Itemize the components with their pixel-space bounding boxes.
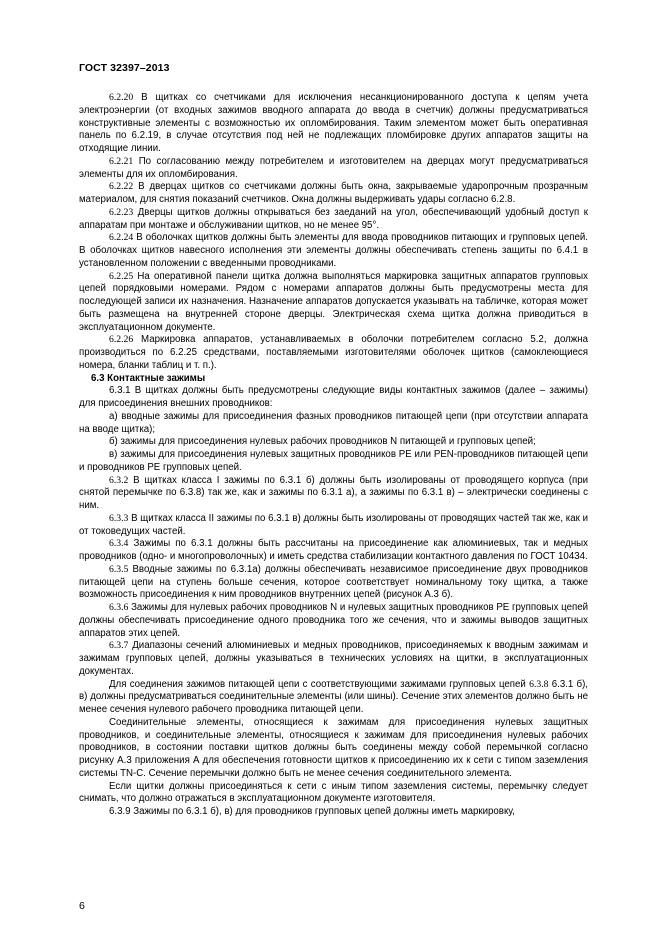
clause-number: 6.3.5 [109, 563, 129, 575]
clause-6-3-6 [79, 602, 588, 640]
clause-6-3-5 [79, 564, 588, 602]
clause-6-2-21 [79, 156, 588, 182]
clause-6-2-22 [79, 181, 588, 207]
clause-6-2-20 [79, 92, 588, 156]
clause-text: На оперативной панели щитка должна выполняться маркировка защитных аппаратов групповых цепей порядковыми номерами. Рядом с номерами аппаратов должны быть предусмотрены места для последующей записи их назначения. Назначение аппаратов допускается указывать на табличке, которая может быть размещена на внутренней стороне дверцы. Электрическая схема щитка должна приводиться в эксплуатационном документе. [79, 270, 588, 333]
clause-6-2-23 [79, 207, 588, 233]
clause-6-3-8-paragraph: Соединительные элементы, относящиеся к зажимам для присоединения нулевых защитных проводников, и соединительные элементы, относящиеся к зажимам для присоединения нулевых рабочих проводников, в состоянии поставки щитков должны быть соединены между собой перемычкой согласно рисунку А.3 приложения А для обеспечения готовности щитков к присоединению их к сети с типом заземления системы TN-C. Сечение перемычки должно быть не менее сечения соединительного элемента. [79, 716, 588, 779]
clause-number: 6.3.6 [109, 602, 129, 613]
clause-number: 6.2.22 [109, 181, 134, 193]
list-item: б) зажимы для присоединения нулевых рабочих проводников N питающей и групповых цепей; [109, 436, 536, 448]
clause-text: Для соединения зажимов питающей цепи с соответствующими зажимами групповых цепей [109, 678, 526, 690]
clause-text: По согласованию между потребителем и изготовителем на дверцах могут предусматриваться элементы для их опломбирования. [79, 155, 588, 180]
clause-number: 6.3.7 [109, 640, 129, 652]
clause-text: В щитках класса II зажимы по 6.3.1 в) должны быть изолированы от проводящих частей так же, как и от токоведущих частей. [79, 512, 588, 537]
section-heading: 6.3 Контактные зажимы [91, 372, 206, 384]
page-number: 6 [79, 900, 85, 912]
clause-text: Зажимы по 6.3.1 должны быть рассчитаны на присоединение как алюминиевых, так и медных проводников (одно- и многопроволочных) и иметь средства стабилизации контактного давления по ГОСТ 10434. [79, 538, 588, 562]
clause-number: 6.2.23 [109, 206, 134, 218]
clause-6-2-24 [79, 232, 588, 270]
clause-text: В щитках со счетчиками для исключения несанкционированного доступа к цепям учета электроэнергии (от входных зажимов вводного аппарата до ввода в счетчик) должны предусматриваться конструктивные элементы с возможностью их опломбирования. Таким элементом может быть оперативная панель по 6.2.19, в случае отсутствия под ней не подлежащих пломбировке других аппаратов защиты на отходящие линии. [79, 92, 588, 154]
clause-number: 6.2.24 [109, 232, 134, 244]
clause-6-3-8 [79, 679, 588, 717]
clause-6-3-3 [79, 513, 588, 539]
clause-text: В щитках класса I зажимы по 6.3.1 б) должны быть изолированы от проводящего корпуса (при снятой перемычке по 6.3.8) так же, как и зажимы по 6.3.1 а), а зажимы по 6.3.1 в) – электрически соединены с ним. [79, 474, 588, 511]
clause-6-3-1: 6.3.1 В щитках должны быть предусмотрены следующие виды контактных зажимов (далее – зажимы) для присоединения внешних проводников: [79, 385, 588, 409]
clause-text: В дверцах щитков со счетчиками должны быть окна, закрываемые ударопрочным прозрачным материалом, для снятия показаний счетчиков. Окна должны выдерживать удары согласно 6.2.8. [79, 181, 588, 205]
clause-number: 6.2.20 [109, 92, 134, 103]
clause-6-3-7 [79, 640, 588, 678]
document-header: ГОСТ 32397–2013 [79, 62, 170, 74]
clause-6-3-2 [79, 475, 588, 513]
clause-number: 6.3.3 [109, 512, 129, 524]
clause-number: 6.2.25 [109, 270, 134, 282]
list-item: а) вводные зажимы для присоединения фазных проводников питающей цепи (при отсутствии аппарата на вводе щитка); [79, 410, 588, 435]
clause-text: Диапазоны сечений алюминиевых и медных проводников, присоединяемых к вводным зажимам и зажимам групповых цепей, должны указываться в технических условиях на щитки, в эксплуатационных документах. [79, 640, 588, 677]
clause-text: В оболочках щитков должны быть элементы для ввода проводников питающих и групповых цепей. В оболочках щитков навесного исполнения эти элементы должны обеспечивать степень защиты по 6.4.1 в установленном положении с введенными проводниками. [79, 232, 588, 269]
clause-text: Зажимы для нулевых рабочих проводников N и нулевых защитных проводников PE групповых цепей должны обеспечивать присоединение одного проводника того же сечения, что и зажимы выводов защитных аппаратов этих цепей. [79, 602, 588, 639]
clause-number: 6.2.21 [109, 155, 134, 167]
clause-6-2-25 [79, 271, 588, 335]
clause-text: Маркировка аппаратов, устанавливаемых в оболочки потребителем согласно 5.2, должна производиться по 6.2.25 средствами, поставляемыми изготовителями оболочек щитков (самоклеющиеся номера, бланки таблиц и т. п.). [79, 334, 588, 371]
list-item: в) зажимы для присоединения нулевых защитных проводников PE или PEN-проводников питающей цепи и проводников PE групповых цепей. [79, 449, 588, 473]
clause-number: 6.3.2 [109, 474, 129, 486]
clause-6-2-26 [79, 334, 588, 372]
document-body [79, 92, 588, 819]
clause-6-3-9: 6.3.9 Зажимы по 6.3.1 б), в) для проводников групповых цепей должны иметь маркировку, [109, 806, 515, 817]
clause-text: 6.3.1 б), в) должны предусматриваться соединительные элементы (или шины). Сечение этих элементов должно быть не менее сечения нулевого рабочего проводника питающей цепи. [79, 678, 588, 715]
clause-number: 6.2.26 [109, 334, 134, 346]
clause-text: Дверцы щитков должны открываться без заеданий на угол, обеспечивающий удобный доступ к аппаратам при монтаже и обслуживании щитков, но не менее 95°. [79, 206, 588, 231]
clause-number: 6.3.8 [529, 678, 549, 690]
clause-number: 6.3.4 [109, 538, 129, 550]
clause-6-3-4 [79, 538, 588, 564]
clause-text: Вводные зажимы по 6.3.1а) должны обеспечивать независимое присоединение двух проводников питающей цепи на ступень больше сечения, которое соответствует номинальному току щитка, а также возможность присоединения к ним проводников внутренних цепей (рисунок А.3 б). [79, 563, 588, 601]
clause-6-3-8-paragraph: Если щитки должны присоединяться к сети с иным типом заземления системы, перемычку следует снимать, что должно отражаться в эксплуатационном документе изготовителя. [79, 780, 588, 805]
